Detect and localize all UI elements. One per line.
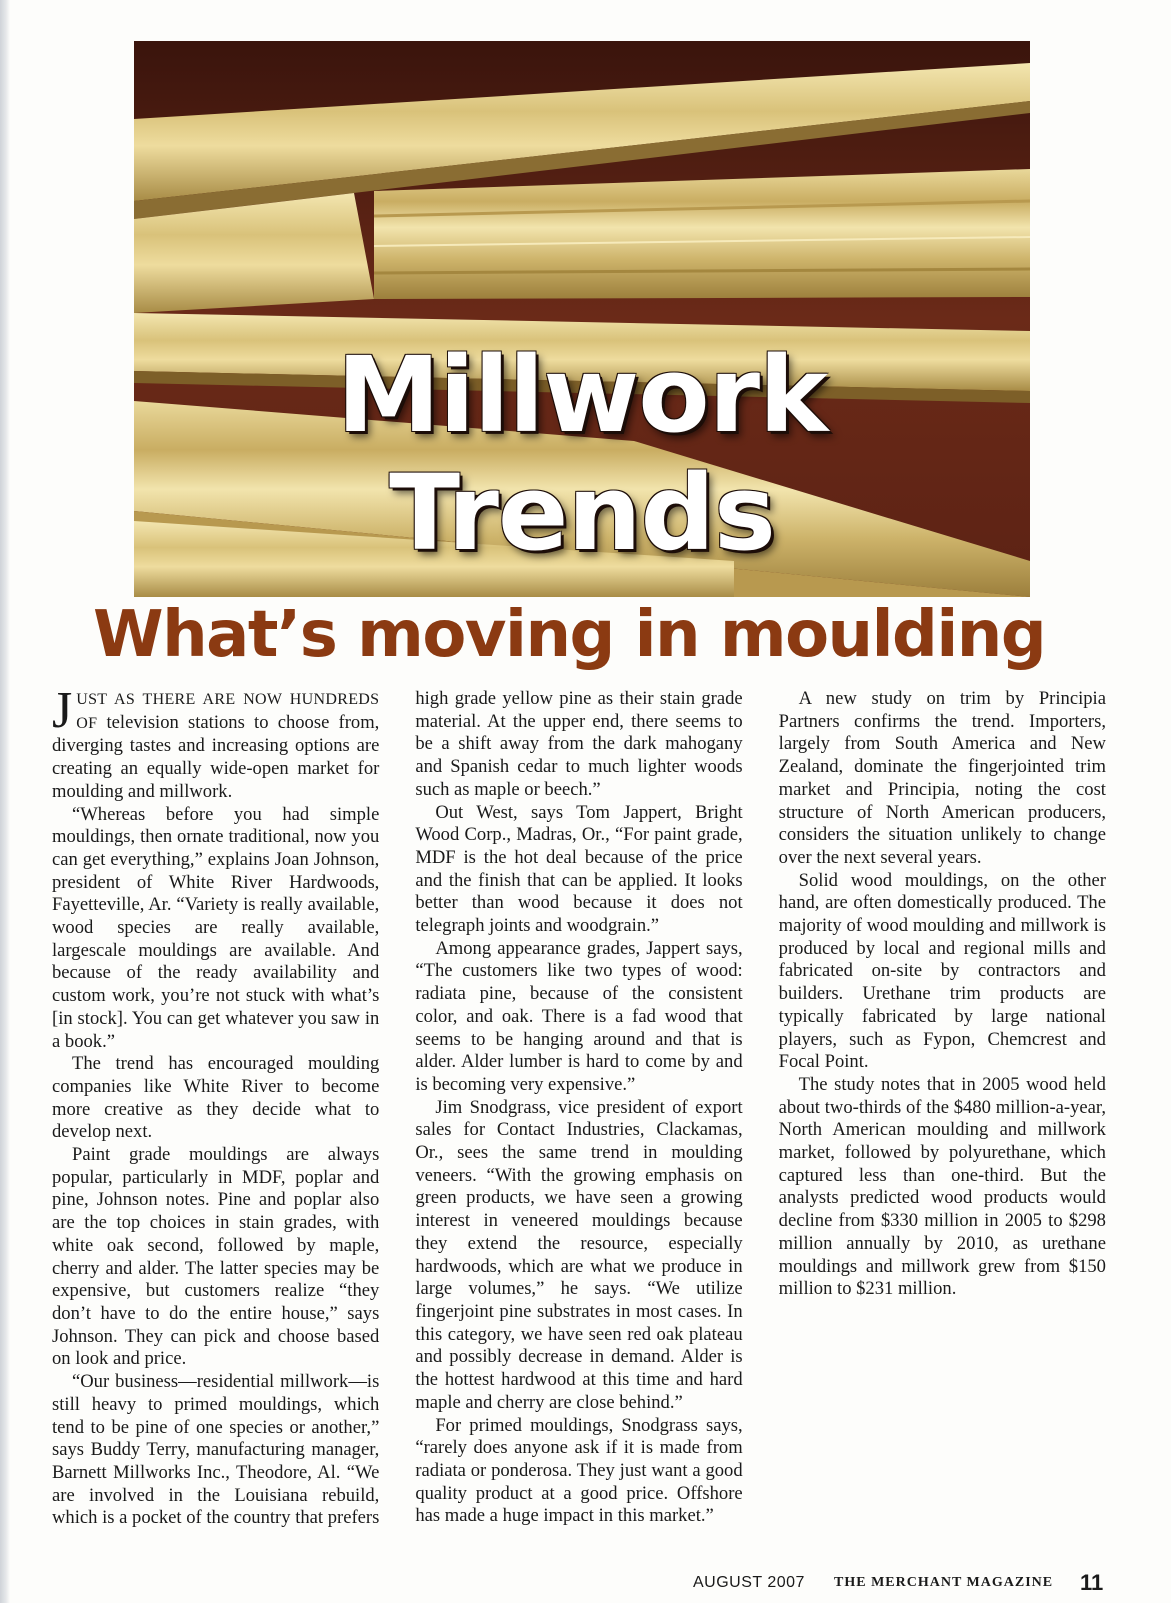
paragraph-10: A new study on trim by Principia Partners confirms the trend. Importers, largely from South America and New Zealand, dominate the fingerjointed trim market and Principia, noting the cost structure of North American producers, considers the situation unlikely to change over the next several years. bbox=[778, 688, 1106, 868]
article-body bbox=[52, 682, 1106, 1548]
paragraph-9: For primed mouldings, Snodgrass says, “rarely does anyone ask if it is made from radiata or ponderosa. They just want a good quality product at a good price. Offshore has made a huge impact in this market.” bbox=[415, 1414, 743, 1527]
paragraph-2: “Whereas before you had simple mouldings, then ornate traditional, now you can get everything,” explains Joan Johnson, president of White River Hardwoods, Fayetteville, Ar. “Variety is really available, wood species are really available, largescale mouldings are available. And because of the ready availability and custom work, you’re not stuck with what’s [in stock]. You can get whatever you saw in a book.” bbox=[52, 803, 380, 1052]
paragraph-1-text: television stations to choose from, diverging tastes and increasing options are creating an equally wide-open market for moulding and millwork. bbox=[52, 711, 380, 802]
page-number: 11 bbox=[1080, 1570, 1104, 1595]
paragraph-8: Jim Snodgrass, vice president of export sales for Contact Industries, Clackamas, Or., sees the same trend in moulding veneers. “With the growing emphasis on green products, we have seen a growing interest in veneered mouldings because they extend the resource, especially hardwoods, which are what we produce in large volumes,” he says. “We utilize fingerjoint pine substrates in most cases. In this category, we have seen red oak plateau and possibly decrease in demand. Alder is the hottest hardwood at this time and hard maple and cherry are close behind.” bbox=[415, 1096, 743, 1413]
issue-date: AUGUST 2007 bbox=[693, 1574, 805, 1591]
paragraph-3: The trend has encouraged moulding companies like White River to become more creative as they decide what to develop next. bbox=[52, 1053, 380, 1143]
paragraph-4: Paint grade mouldings are always popular, particularly in MDF, poplar and pine, Johnson notes. Pine and poplar also are the top choices in stain grades, with white oak second, followed by maple, cherry and alder. The latter species may be expensive, but customers realize “they don’t have to do the entire house,” says Johnson. They can pick and choose based on look and price. bbox=[52, 1144, 380, 1370]
paragraph-12: The study notes that in 2005 wood held about two-thirds of the $480 million-a-year, North American moulding and millwork market, followed by polyurethane, which captured less than one-third. But the analysts predicted wood products would decline from $330 million in 2005 to $298 million annually by 2010, as urethane mouldings and millwork grew from $150 million to $231 million. bbox=[778, 1073, 1106, 1300]
magazine-name: THE MERCHANT MAGAZINE bbox=[834, 1575, 1054, 1590]
lead-in: UST AS THERE ARE NOW HUNDREDS OF bbox=[76, 691, 380, 732]
paragraph-7: Among appearance grades, Jappert says, “The customers like two types of wood: radiata pine, because of the consistent color, and oak. There is a fad wood that seems to be hanging around and that is alder. Alder lumber is hard to come by and is becoming very expensive.” bbox=[415, 937, 743, 1095]
paragraph-6: Out West, says Tom Jappert, Bright Wood Corp., Madras, Or., “For paint grade, MDF is the hot deal because of the price and the finish that can be applied. It looks better than wood because it does not telegraph joints and woodgrain.” bbox=[415, 801, 743, 937]
drop-cap: J bbox=[52, 682, 73, 739]
paragraph-11: Solid wood mouldings, on the other hand, are often domestically produced. The majority of wood moulding and millwork is produced by local and regional mills and fabricated on-site by contractors and builders. Urethane trim products are typically fabricated by large national players, such as Fypon, Chemcrest and Focal Point. bbox=[778, 869, 1106, 1073]
paragraph-5: “Our business—residential millwork—is still heavy to primed mouldings, which tend to be pine of one species or another,” says Buddy Terry, manufacturing manager, Barnett Millworks Inc., Theodore, Al. “We are involved in the Louisiana rebuild, which is a pocket of the country that prefers high grade yellow pine as their stain grade material. At the upper end, there seems to be a shift away from the dark mahogany and Spanish cedar to much lighter woods such as maple or beech.” bbox=[52, 688, 743, 1529]
subheadline: What’s moving in moulding bbox=[93, 598, 1046, 672]
headline-line-2: Trends bbox=[389, 452, 775, 574]
headline-line-1: Millwork bbox=[336, 334, 828, 456]
paragraph-1 bbox=[52, 682, 380, 804]
page-footer bbox=[0, 1570, 1171, 1598]
hero-photo bbox=[134, 41, 1030, 597]
page-binding-edge bbox=[0, 0, 10, 1603]
